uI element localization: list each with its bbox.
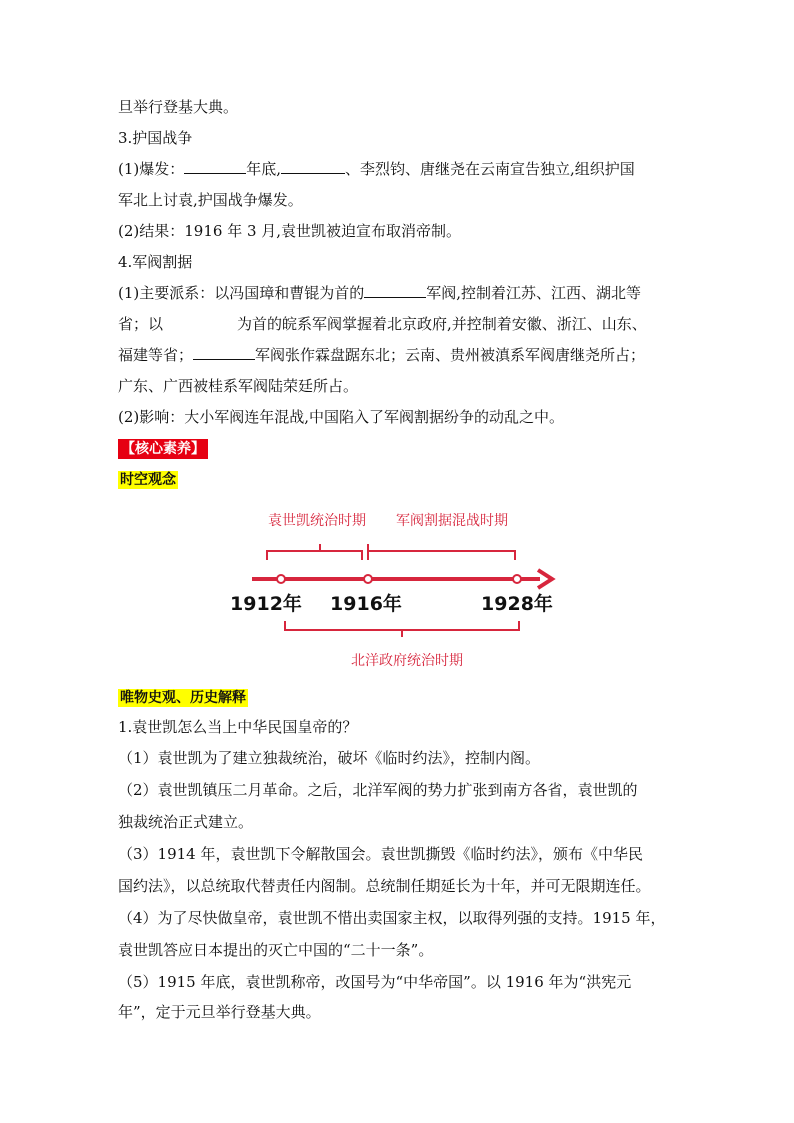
answer-line: （1）袁世凯为了建立独裁统治，破坏《临时约法》，控制内阁。 — [118, 749, 541, 767]
year-label: 1928年 — [481, 593, 553, 615]
text-span: 为首的皖系军阀掌握着北京政府,并控制着安徽、浙江、山东、 — [237, 315, 647, 333]
text-span: (1)主要派系：以冯国璋和曹锟为首的 — [118, 284, 365, 302]
question: 1.袁世凯怎么当上中华民国皇帝的？ — [118, 718, 358, 736]
tick-1916 — [364, 575, 372, 583]
fill-blank[interactable] — [281, 159, 345, 174]
year-label: 1912年 — [230, 593, 302, 615]
answer-line: 袁世凯答应日本提出的灭亡中国的“二十一条”。 — [118, 941, 434, 959]
answer-line: （3）1914 年，袁世凯下令解散国会。袁世凯撕毁《临时约法》，颁布《中华民 — [118, 845, 643, 863]
year-label: 1916年 — [330, 593, 402, 615]
section-title-materialism: 唯物史观、历史解释 — [120, 690, 246, 706]
label-beiyang-period: 北洋政府统治时期 — [351, 653, 463, 669]
text-line — [118, 345, 645, 365]
text-line: 广东、广西被桂系军阀陆荣廷所占。 — [118, 377, 359, 395]
text-span: 年底, — [246, 160, 282, 178]
text-line: (2)结果：1916 年 3 月,袁世凯被迫宣布取消帝制。 — [118, 222, 462, 240]
answer-line: （5）1915 年底，袁世凯称帝，改国号为“中华帝国”。以 1916 年为“洪宪元 — [118, 973, 632, 991]
fill-blank[interactable] — [193, 345, 255, 360]
answer-line: （4）为了尽快做皇帝，袁世凯不惜出卖国家主权，以取得列强的支持。1915 年， — [118, 909, 666, 927]
core-literacy-badge: 【核心素养】 — [118, 439, 208, 459]
timeline-diagram — [0, 500, 794, 690]
text-line: (2)影响：大小军阀连年混战,中国陷入了军阀割据纷争的动乱之中。 — [118, 408, 565, 426]
tick-1912 — [277, 575, 285, 583]
answer-line: （2）袁世凯镇压二月革命。之后，北洋军阀的势力扩张到南方各省，袁世凯的 — [118, 781, 638, 799]
answer-line: 独裁统治正式建立。 — [118, 813, 254, 831]
heading-huguo-war: 3.护国战争 — [118, 129, 193, 147]
label-warlord-period: 军阀割据混战时期 — [396, 513, 508, 529]
bracket-yuan — [267, 544, 362, 560]
text-line: 旦举行登基大典。 — [118, 98, 239, 116]
text-span: (1)爆发： — [118, 160, 185, 178]
bracket-warlord — [368, 544, 515, 560]
text-span: 省；以 — [118, 315, 164, 333]
section-title-spacetime: 时空观念 — [120, 472, 176, 488]
arrow-head-icon — [538, 570, 552, 588]
fill-blank[interactable] — [184, 159, 246, 174]
fill-blank[interactable] — [364, 283, 426, 298]
label-yuan-period: 袁世凯统治时期 — [268, 513, 366, 529]
text-span: 军阀,控制着江苏、江西、湖北等 — [426, 284, 642, 302]
fill-blank[interactable] — [163, 315, 237, 329]
tick-1928 — [513, 575, 521, 583]
heading-warlords: 4.军阀割据 — [118, 253, 193, 271]
text-line — [118, 314, 647, 334]
bracket-beiyang — [285, 621, 519, 637]
text-line — [118, 159, 635, 179]
text-line — [118, 283, 641, 303]
text-span: 福建等省； — [118, 346, 194, 364]
text-line: 军北上讨袁,护国战争爆发。 — [118, 191, 303, 209]
answer-line: 年”，定于元旦举行登基大典。 — [118, 1003, 321, 1021]
answer-line: 国约法》，以总统取代替责任内阁制。总统制任期延长为十年，并可无限期连任。 — [118, 877, 651, 895]
text-span: 、李烈钧、唐继尧在云南宣告独立,组织护国 — [345, 160, 635, 178]
text-span: 军阀张作霖盘踞东北；云南、贵州被滇系军阀唐继尧所占； — [255, 346, 646, 364]
